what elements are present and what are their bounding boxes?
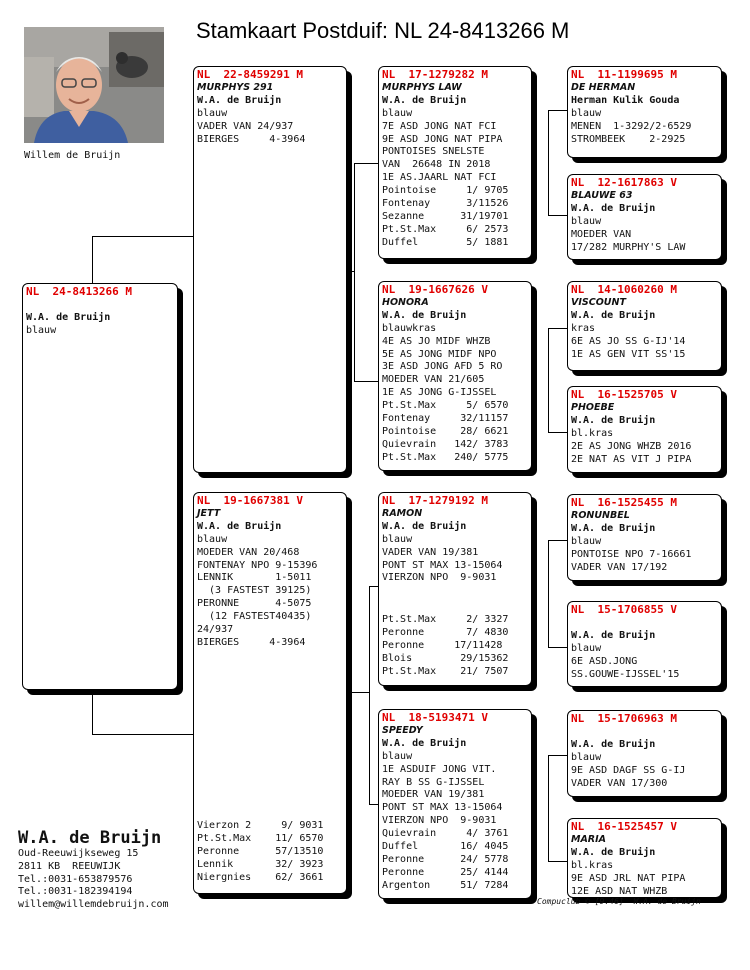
color: bl.kras <box>571 427 614 439</box>
connector <box>92 236 193 237</box>
breeder-name: W.A. de Bruijn <box>18 828 162 848</box>
ring-number: NL 24-8413266 M <box>26 285 132 298</box>
owner: W.A. de Bruijn <box>382 737 467 749</box>
sdd-card[interactable] <box>567 386 722 473</box>
dam-dam-card[interactable] <box>378 709 532 899</box>
ring-number: NL 16-1525455 M <box>571 496 677 509</box>
owner: Herman Kulik Gouda <box>571 94 680 106</box>
perf-line: Pointoise 28/ 6621 <box>382 425 509 437</box>
perf-line: Pt.St.Max 6/ 2573 <box>382 223 509 235</box>
perf-line: VADER VAN 24/937 <box>197 120 294 132</box>
ring-number: NL 17-1279282 M <box>382 68 488 81</box>
dsd-card[interactable] <box>567 601 722 687</box>
result-line: Peronne 7/ 4830 <box>382 626 509 638</box>
result-line: Pt.St.Max 11/ 6570 <box>197 832 324 844</box>
color: blauw <box>571 751 602 763</box>
breeder-phone: Tel.:0031-653879576 <box>18 873 133 885</box>
perf-line: Pt.St.Max 240/ 5775 <box>382 451 509 463</box>
color: blauw <box>197 107 228 119</box>
ring-number: NL 22-8459291 M <box>197 68 303 81</box>
bird-name: MURPHYS 291 <box>197 81 274 93</box>
connector <box>92 690 93 735</box>
sire-sire-card[interactable] <box>378 66 532 259</box>
connector <box>548 110 549 215</box>
perf-line: MOEDER VAN 19/381 <box>382 789 485 801</box>
color: blauw <box>382 107 413 119</box>
perf-line: MOEDER VAN <box>571 228 632 240</box>
dds-card[interactable] <box>567 710 722 797</box>
color: blauw <box>571 215 602 227</box>
perf-line: 1E AS JONG G-IJSSEL <box>382 387 497 399</box>
perf-line: PONTOISE NPO 7-16661 <box>571 548 692 560</box>
perf-line: BIERGES 4-3964 <box>197 636 306 648</box>
color: blauw <box>571 642 602 654</box>
result-line: Niergnies 62/ 3661 <box>197 871 324 883</box>
color: blauw <box>571 535 602 547</box>
connector <box>346 271 355 272</box>
connector <box>92 734 193 735</box>
bird-name: RONUNBEL <box>571 509 630 521</box>
perf-line: (12 FASTEST40435) <box>197 611 312 623</box>
bird-name: MURPHYS LAW <box>382 81 462 93</box>
breeder-phone: Tel.:0031-182394194 <box>18 886 133 898</box>
result-line: Vierzon 2 9/ 9031 <box>197 820 324 831</box>
page-title: Stamkaart Postduif: NL 24-8413266 M <box>196 18 570 43</box>
perf-line: Fontenay 32/11157 <box>382 413 509 425</box>
color: blauw <box>382 750 413 762</box>
breeder-city: 2811 KB REEUWIJK <box>18 860 121 872</box>
connector <box>548 432 567 433</box>
bird-name: PHOEBE <box>571 401 615 413</box>
color: kras <box>571 322 596 334</box>
sire-card[interactable] <box>193 66 347 473</box>
connector <box>354 381 378 382</box>
subject-bird-card[interactable] <box>22 283 178 690</box>
connector <box>369 586 370 804</box>
footer-credit: Compuclub © [9.46] W.A. de Bruijn <box>537 897 701 906</box>
perf-line: Sezanne 31/19701 <box>382 210 509 222</box>
perf-line: VADER VAN 17/192 <box>571 561 668 573</box>
ring-number: NL 15-1706963 M <box>571 712 677 725</box>
perf-line: Duffel 5/ 1881 <box>382 236 509 248</box>
perf-line: Argenton 51/ 7284 <box>382 879 509 891</box>
ring-number: NL 12-1617863 V <box>571 176 677 189</box>
perf-line: 9E ASD DAGF SS G-IJ <box>571 764 686 776</box>
ssd-card[interactable] <box>567 174 722 260</box>
perf-line: MOEDER VAN 21/605 <box>382 374 485 386</box>
perf-line: 4E AS JO MIDF WHZB <box>382 335 491 347</box>
dss-card[interactable] <box>567 494 722 581</box>
color: blauw <box>382 533 413 545</box>
perf-line: LENNIK 1-5011 <box>197 572 312 584</box>
perf-line: 1E AS GEN VIT SS'15 <box>571 348 686 360</box>
result-line: Pt.St.Max 2/ 3327 <box>382 614 509 625</box>
perf-line: PONT ST MAX 13-15064 <box>382 802 503 814</box>
ring-number: NL 16-1525457 V <box>571 820 677 833</box>
connector <box>548 540 549 647</box>
dam-sire-card[interactable] <box>378 492 532 686</box>
perf-line: Pointoise 1/ 9705 <box>382 185 509 197</box>
bird-name: VISCOUNT <box>571 296 626 308</box>
ring-number: NL 16-1525705 V <box>571 388 677 401</box>
result-line: Peronne 17/11428 <box>382 639 503 651</box>
perf-line: 7E ASD JONG NAT FCI <box>382 120 497 132</box>
owner: W.A. de Bruijn <box>26 311 111 323</box>
connector <box>354 163 378 164</box>
sss-card[interactable] <box>567 66 722 158</box>
perf-line: Peronne 24/ 5778 <box>382 853 509 865</box>
connector <box>548 755 567 756</box>
bird-name: JETT <box>197 507 221 519</box>
perf-line: VIERZON NPO 9-9031 <box>382 572 497 584</box>
owner: W.A. de Bruijn <box>197 94 282 106</box>
sire-dam-card[interactable] <box>378 281 532 471</box>
owner: W.A. de Bruijn <box>382 309 467 321</box>
ring-number: NL 19-1667626 V <box>382 283 488 296</box>
perf-line: PERONNE 4-5075 <box>197 598 312 610</box>
perf-line: Fontenay 3/11526 <box>382 198 509 210</box>
color: blauw <box>26 324 57 336</box>
perf-line: VADER VAN 19/381 <box>382 546 479 558</box>
connector <box>548 540 567 541</box>
connector <box>369 804 378 805</box>
perf-line: 9E ASD JRL NAT PIPA <box>571 872 686 884</box>
perf-line: MOEDER VAN 20/468 <box>197 546 300 558</box>
perf-line: Quievrain 142/ 3783 <box>382 438 509 450</box>
perf-line: VIERZON NPO 9-9031 <box>382 815 497 827</box>
perf-line: 6E AS JO SS G-IJ'14 <box>571 335 686 347</box>
perf-line: VAN 26648 IN 2018 <box>382 159 491 171</box>
bird-name: RAMON <box>382 507 423 519</box>
breeder-info <box>18 828 169 912</box>
perf-line: Duffel 16/ 4045 <box>382 841 509 853</box>
owner: W.A. de Bruijn <box>571 629 656 641</box>
perf-line: VADER VAN 17/300 <box>571 777 668 789</box>
bird-name: SPEEDY <box>382 724 423 736</box>
owner: W.A. de Bruijn <box>382 520 467 532</box>
connector <box>548 861 567 862</box>
connector <box>548 215 567 216</box>
connector <box>346 692 370 693</box>
result-line: Lennik 32/ 3923 <box>197 858 324 870</box>
connector <box>369 586 378 587</box>
perf-line: 3E ASD JONG AFD 5 RO <box>382 361 503 373</box>
dam-card[interactable] <box>193 492 347 894</box>
owner: W.A. de Bruijn <box>571 522 656 534</box>
ddd-card[interactable] <box>567 818 722 898</box>
breeder-email[interactable]: willem@willemdebruijn.com <box>18 899 169 911</box>
bird-name: HONORA <box>382 296 429 308</box>
result-line: Peronne 57/13510 <box>197 845 324 857</box>
perf-line: 24/937 <box>197 624 234 636</box>
perf-line: PONT ST MAX 13-15064 <box>382 559 503 571</box>
color: blauw <box>197 533 228 545</box>
sds-card[interactable] <box>567 281 722 371</box>
perf-line: 9E ASD JONG NAT PIPA <box>382 133 503 145</box>
color: blauw <box>571 107 602 119</box>
perf-line: 2E AS JONG WHZB 2016 <box>571 440 692 452</box>
perf-line: 5E AS JONG MIDF NPO <box>382 348 497 360</box>
breeder-photo <box>24 27 164 143</box>
owner: W.A. de Bruijn <box>197 520 282 532</box>
owner: W.A. de Bruijn <box>571 738 656 750</box>
bird-name: DE HERMAN <box>571 81 636 93</box>
perf-line: RAY B SS G-IJSSEL <box>382 776 485 788</box>
ring-number: NL 18-5193471 V <box>382 711 488 724</box>
owner: W.A. de Bruijn <box>382 94 467 106</box>
connector <box>548 755 549 861</box>
perf-line: FONTENAY NPO 9-15396 <box>197 559 318 571</box>
perf-line: PONTOISES SNELSTE <box>382 146 485 158</box>
color: blauwkras <box>382 322 437 334</box>
ring-number: NL 11-1199695 M <box>571 68 677 81</box>
owner: W.A. de Bruijn <box>571 309 656 321</box>
result-line: Blois 29/15362 <box>382 652 509 664</box>
perf-line: 1E AS.JAARL NAT FCI <box>382 172 497 184</box>
bird-name: BLAUWE 63 <box>571 189 633 201</box>
connector <box>548 110 567 111</box>
connector <box>354 163 355 381</box>
ring-number: NL 15-1706855 V <box>571 603 677 616</box>
perf-line: Quievrain 4/ 3761 <box>382 828 509 840</box>
perf-line: 2E NAT AS VIT J PIPA <box>571 453 692 465</box>
ring-number: NL 14-1060260 M <box>571 283 677 296</box>
perf-line: MENEN 1-3292/2-6529 <box>571 120 692 132</box>
perf-line: 12E ASD NAT WHZB <box>571 885 668 897</box>
perf-line: Peronne 25/ 4144 <box>382 866 509 878</box>
perf-line: SS.GOUWE-IJSSEL'15 <box>571 668 680 680</box>
perf-line: BIERGES 4-3964 <box>197 133 306 145</box>
owner: W.A. de Bruijn <box>571 846 656 858</box>
color: bl.kras <box>571 859 614 871</box>
connector <box>548 647 567 648</box>
owner: W.A. de Bruijn <box>571 202 656 214</box>
ring-number: NL 19-1667381 V <box>197 494 303 507</box>
bird-name: MARIA <box>571 833 607 845</box>
breeder-address: Oud-Reeuwijkseweg 15 <box>18 848 139 859</box>
connector <box>92 236 93 286</box>
connector <box>548 328 549 432</box>
perf-line: STROMBEEK 2-2925 <box>571 133 686 145</box>
perf-line: 1E ASDUIF JONG VIT. <box>382 763 497 775</box>
perf-line: 6E ASD.JONG <box>571 655 638 667</box>
result-line: Pt.St.Max 21/ 7507 <box>382 665 509 677</box>
photo-caption: Willem de Bruijn <box>24 150 121 161</box>
perf-line: Pt.St.Max 5/ 6570 <box>382 400 509 412</box>
connector <box>548 328 567 329</box>
perf-line: (3 FASTEST 39125) <box>197 585 312 597</box>
ring-number: NL 17-1279192 M <box>382 494 488 507</box>
perf-line: 17/282 MURPHY'S LAW <box>571 241 686 253</box>
owner: W.A. de Bruijn <box>571 414 656 426</box>
